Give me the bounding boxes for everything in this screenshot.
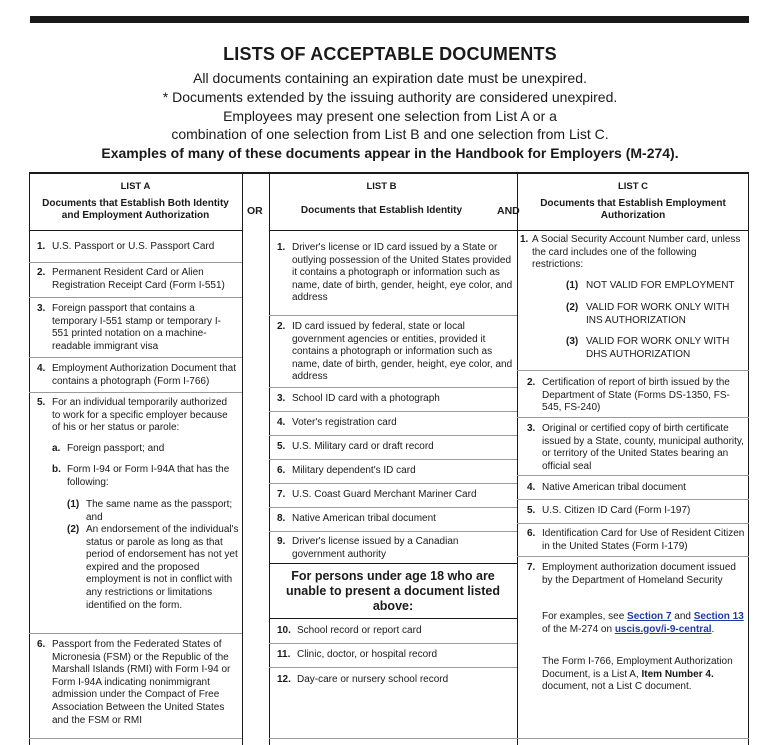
table-right-border	[748, 172, 749, 745]
header-line-4: combination of one selection from List B and one selection from List C.	[171, 126, 609, 142]
under-18-note: For persons under age 18 who are unable to present a document listed above:	[286, 569, 500, 613]
list-c-title: LIST C	[617, 181, 649, 192]
header-line-3: Employees may present one selection from List A or a	[223, 108, 557, 124]
top-rule	[30, 16, 749, 23]
documents-table: LIST A Documents that Establish Both Identity and Employment Authorization OR LIST B Documents that Establish Identity AND LIST C Documents that Establish Employment Authorization 1. U.S. Passport or U.S. Passport Card 2. Permanent Resident Card or Alien Registration Receipt Card (Form I-551) 3. Foreign passport that contains a temporary I-551 stamp or temporary I-551 printed notation on a machine-readable immigrant visa 4. Employment Authorization Document that contains a photograph (Form I-766) 5. For an individual temporarily authorized to work for a specific employer because of his or her status or parole: a. Foreign passport; and b. Form I-94 or Form I-94A that has the following: (1) The same name as the passport; and (2) An endorsement of the individual's status or parole as long as that period of endorsement has not yet expired and the proposed employment is not in conflict with any restrictions or limitations identified on the form. 6. Passport from the Federated States of Micronesia (FSM) or the Republic of the Marshall Islands (RMI) with Form I-94 or Form I-94A indicating nonimmigrant admission under the Compact of Free Association Between the United States and the FSM or RMI 1. Driver's license or ID card issued by a State or outlying possession of the United States provided it contains a photograph or information such as name, date of birth, gender, height, eye color, and address 2. ID card issued by federal, state or local government agencies or entities, provided it contains a photograph or information such as name, date of birth, gender, height, eye color, and address 3. School ID card with a photograph 4. Voter's registration card 5. U.S. Military card or draft record 6. Military dependent's ID card 7. U.S. Coast Guard Merchant Mariner Card 8. Native American tribal document 9. Driver's license issued by a Canadian government authority For persons under age 18 who are unable to present a document listed above: 10. School record or report card 11. Clinic, doctor, or hospital record 12. Day-care or nursery school record 1. A Social Security Account Number card, unless the card includes one of the following restrictions: (1) NOT VALID FOR EMPLOYMENT (2) VALID FOR WORK ONLY WITH INS AUTHORIZATION (3) VALID FOR WORK ONLY WITH DHS AUTHORIZATION 2. Certification of report of birth issued by the Department of State (Forms DS-1350, FS-545, FS-240) 3. Original or certified copy of birth certificate issued by a State, county, municipal authority, or territory of the United States bearing an official seal 4. Native American tribal document 5. U.S. Citizen ID Card (Form I-197) 6. Identification Card for Use of Resident Citizen in the United States (Form I-179) 7. Employment authorization document issued by the Department of Homeland Security For examples, see Section 7 and Section 13 of the M-274 on uscis.gov/i-9-central. The Form I-766, Employment Authorization Document, is a List A, Item Number 4. document, not a List C document.	[29, 172, 749, 745]
list-a-title: LIST A	[120, 181, 151, 192]
page-title: LISTS OF ACCEPTABLE DOCUMENTS	[223, 44, 557, 64]
list-b-right-border	[517, 172, 518, 745]
section-13-link[interactable]: Section 13	[693, 611, 744, 622]
table-top-border	[29, 172, 749, 174]
list-c-form-note: The Form I-766, Employment Authorization Document, is a List A, Item Number 4. document, not a List C document.	[542, 656, 733, 693]
header-line-5: Examples of many of these documents appear in the Handbook for Employers (M-274).	[101, 145, 679, 161]
header-line-1: All documents containing an expiration date must be unexpired.	[193, 70, 587, 86]
list-a-header-divider	[29, 230, 242, 231]
header-line-2: * Documents extended by the issuing authority are considered unexpired.	[162, 89, 618, 105]
table-left-border	[29, 172, 30, 745]
list-b-title: LIST B	[366, 181, 397, 192]
section-7-link[interactable]: Section 7	[627, 611, 672, 622]
and-label: AND	[497, 205, 520, 217]
list-a-right-border	[242, 172, 243, 745]
list-c-examples-note: For examples, see Section 7 and Section 13 of the M-274 on uscis.gov/i-9-central.	[542, 611, 744, 635]
list-a-subtitle: Documents that Establish Both Identity and Employment Authorization	[42, 198, 229, 221]
list-c-subtitle: Documents that Establish Employment Authorization	[540, 198, 726, 221]
uscis-link[interactable]: uscis.gov/i-9-central	[614, 623, 712, 635]
list-bc-header-divider	[269, 230, 749, 231]
list-b-subtitle: Documents that Establish Identity	[300, 205, 463, 216]
or-label: OR	[247, 205, 263, 217]
